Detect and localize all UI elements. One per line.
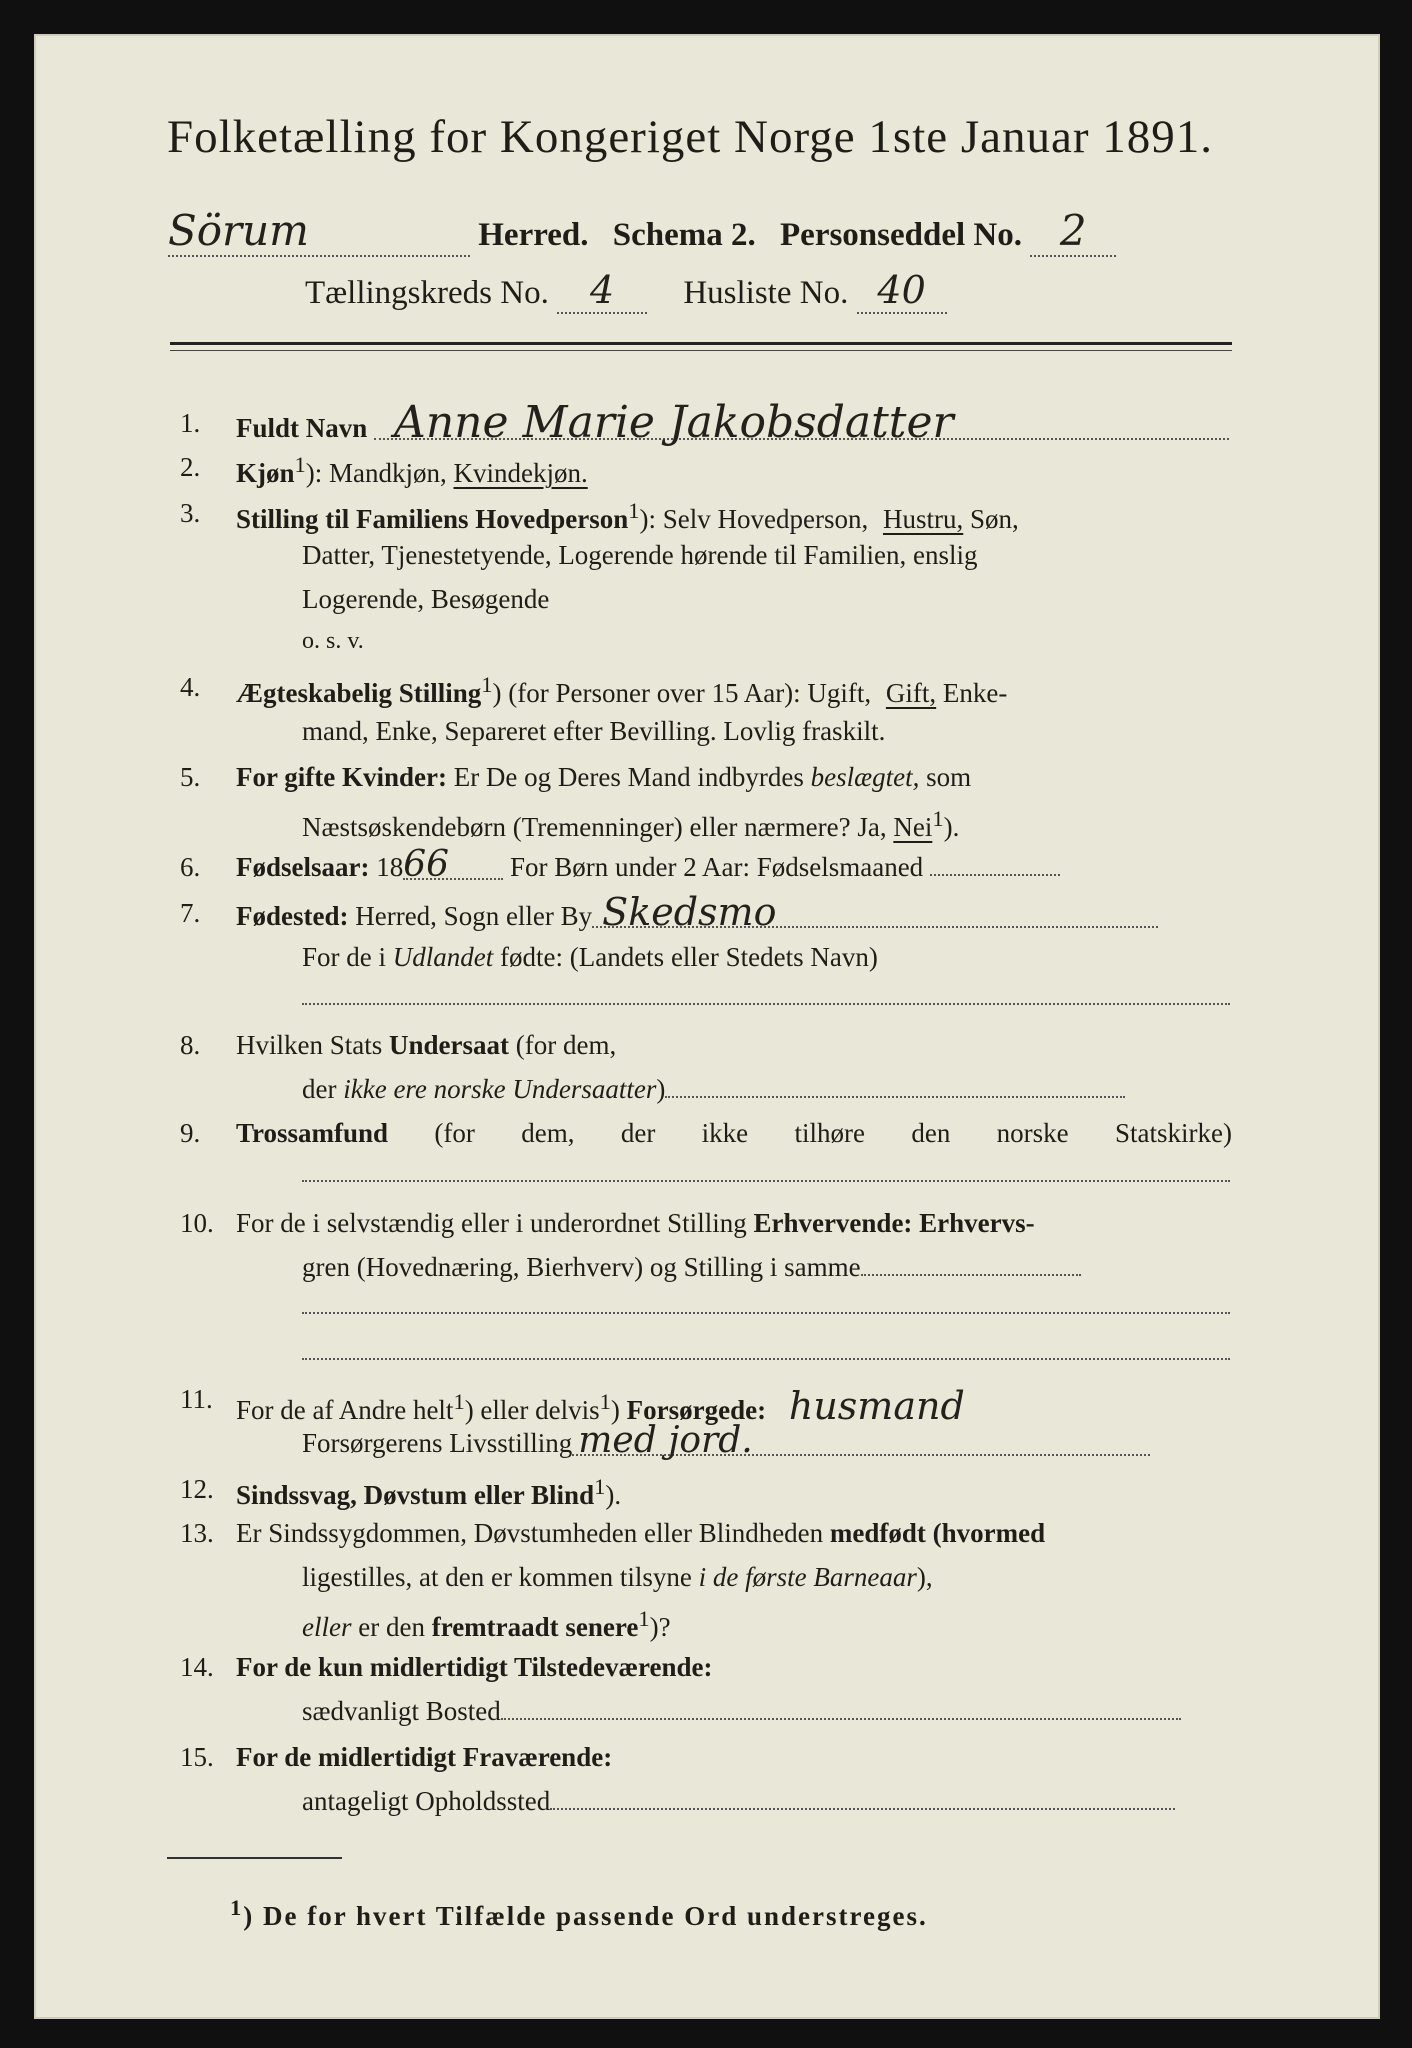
q10-blank-line-2 bbox=[302, 1358, 1230, 1360]
q13-line2-a: ligestilles, at den er kommen tilsyne bbox=[302, 1562, 692, 1592]
q13-line3 bbox=[302, 1606, 671, 1643]
q10-line2 bbox=[302, 1252, 1081, 1283]
q12-row bbox=[236, 1474, 621, 1511]
q9-number: 9. bbox=[180, 1118, 201, 1148]
q9-blank-line bbox=[302, 1180, 1230, 1182]
q13-line2-b: ), bbox=[916, 1562, 933, 1592]
q8-label: Hvilken Stats bbox=[236, 1030, 383, 1060]
q13-line3-bold: fremtraadt senere bbox=[431, 1612, 639, 1642]
q7-line2 bbox=[302, 942, 878, 973]
full-name-value: Anne Marie Jakobsdatter bbox=[374, 408, 1229, 440]
q15-number: 15. bbox=[180, 1742, 214, 1772]
q2-row bbox=[236, 452, 588, 489]
q8-dots bbox=[665, 1096, 1125, 1098]
q9-label: Trossamfund bbox=[236, 1118, 389, 1148]
q5-text-b: som bbox=[926, 762, 972, 792]
q13-bold: medfødt bbox=[829, 1518, 926, 1548]
husliste-value: 40 bbox=[857, 268, 947, 314]
q8-text: (for dem, bbox=[515, 1030, 617, 1060]
q2-selected: Kvindekjøn. bbox=[453, 458, 588, 488]
q2-options: ): Mandkjøn, bbox=[305, 458, 447, 488]
q10-label: Erhvervende: bbox=[753, 1208, 913, 1238]
q12-sup: 1 bbox=[594, 1474, 606, 1499]
kreds-label: Tællingskreds No. bbox=[305, 275, 549, 311]
form-title: Folketælling for Kongeriget Norge 1ste Januar 1891. bbox=[166, 111, 1214, 163]
q11-text-b: ) eller delvis bbox=[464, 1395, 600, 1425]
q11-number: 11. bbox=[180, 1384, 213, 1414]
q13-line2 bbox=[302, 1562, 933, 1593]
q14-dots bbox=[501, 1718, 1181, 1720]
q6-label: Fødselsaar: bbox=[236, 852, 370, 882]
q7-italic: Udlandet bbox=[392, 942, 494, 972]
q8-line2-a: der bbox=[302, 1074, 337, 1104]
q11-line2 bbox=[302, 1420, 1150, 1461]
q4-selected: Gift, bbox=[885, 678, 937, 708]
q15-line2 bbox=[302, 1786, 1175, 1817]
q4-sup: 1 bbox=[481, 672, 493, 697]
q13-text-b: (hvormed bbox=[932, 1518, 1046, 1548]
herred-value: Sörum bbox=[168, 206, 470, 257]
q13-row bbox=[236, 1518, 1045, 1549]
q6-row bbox=[236, 844, 1060, 885]
q5-selected: Nei bbox=[893, 812, 933, 842]
q8-italic: ikke ere norske Undersaatter bbox=[343, 1074, 657, 1104]
herred-line bbox=[168, 206, 1116, 257]
herred-label: Herred. bbox=[478, 217, 589, 253]
q3-line2: Datter, Tjenestetyende, Logerende hørende til Familien, enslig bbox=[302, 540, 978, 570]
q5-row bbox=[236, 762, 971, 793]
q2-sup: 1 bbox=[294, 452, 306, 477]
q10-text-b: Erhvervs- bbox=[919, 1208, 1035, 1238]
footnote-sup: 1 bbox=[230, 1895, 244, 1920]
q3-sup: 1 bbox=[628, 498, 640, 523]
schema-label: Schema 2. bbox=[612, 217, 756, 253]
q12-number: 12. bbox=[180, 1474, 214, 1504]
q9-text: (for dem, der ikke tilhøre den norske Statskirke) bbox=[434, 1118, 1233, 1148]
q11-text-a: For de af Andre helt bbox=[236, 1395, 454, 1425]
q10-dots bbox=[861, 1274, 1081, 1276]
q5-line2-b: ). bbox=[943, 812, 960, 842]
q11-sup1: 1 bbox=[453, 1389, 465, 1414]
q8-line2-b: ) bbox=[656, 1074, 666, 1104]
q13-line3-b: )? bbox=[649, 1612, 671, 1642]
q6-rest: For Børn under 2 Aar: Fødselsmaaned bbox=[509, 852, 924, 882]
q11-text-c: ) bbox=[610, 1395, 620, 1425]
birth-year-value: 66 bbox=[403, 852, 503, 880]
q8-bold: Undersaat bbox=[389, 1030, 509, 1060]
q12-text: ). bbox=[605, 1480, 622, 1510]
q7-text: Herred, Sogn eller By bbox=[355, 901, 593, 931]
q3-options-a: ): Selv Hovedperson, bbox=[639, 504, 869, 534]
q13-number: 13. bbox=[180, 1518, 214, 1548]
kreds-value: 4 bbox=[557, 268, 647, 314]
q1-label: Fuldt Navn bbox=[236, 413, 368, 443]
q10-line2-text: gren (Hovednæring, Bierhverv) og Stilling i samme bbox=[302, 1252, 861, 1282]
kreds-line bbox=[305, 268, 947, 314]
q10-text-a: For de i selvstændig eller i underordnet Stilling bbox=[236, 1208, 747, 1238]
q7-number: 7. bbox=[180, 898, 201, 928]
q4-row bbox=[236, 672, 1007, 709]
q3-row bbox=[236, 498, 1019, 535]
q12-label: Sindssvag, Døvstum eller Blind bbox=[236, 1480, 595, 1510]
footnote-rule bbox=[167, 1857, 342, 1859]
q13-text-a: Er Sindssygdommen, Døvstumheden eller Blindheden bbox=[236, 1518, 824, 1548]
q7-row bbox=[236, 890, 1158, 934]
q4-number: 4. bbox=[180, 672, 201, 702]
q6-dots bbox=[930, 874, 1060, 876]
q2-number: 2. bbox=[180, 452, 201, 482]
q11-sup2: 1 bbox=[599, 1389, 611, 1414]
q10-number: 10. bbox=[180, 1208, 214, 1238]
q15-line2-label: antageligt Opholdssted bbox=[302, 1786, 551, 1816]
q15-label: For de midlertidigt Fraværende: bbox=[236, 1742, 613, 1772]
q3-line4: o. s. v. bbox=[302, 628, 364, 654]
q4-options-b: Enke- bbox=[942, 678, 1008, 708]
footnote-text: ) De for hvert Tilfælde passende Ord understreges. bbox=[243, 1901, 928, 1931]
q9-row bbox=[236, 1118, 1232, 1149]
q6-prefix: 18 bbox=[376, 852, 404, 882]
q14-label: For de kun midlertidigt Tilstedeværende: bbox=[236, 1652, 713, 1682]
q14-number: 14. bbox=[180, 1652, 214, 1682]
q3-number: 3. bbox=[180, 498, 201, 528]
q1-row bbox=[236, 397, 1229, 448]
q7-line2-b: fødte: (Landets eller Stedets Navn) bbox=[500, 942, 878, 972]
q13-italic: i de første Barneaar bbox=[698, 1562, 917, 1592]
q13-line3-italic: eller bbox=[302, 1612, 352, 1642]
birthplace-value: Skedsmo bbox=[592, 898, 1158, 928]
q4-line2: mand, Enke, Separeret efter Bevilling. Lovlig fraskilt. bbox=[302, 716, 886, 746]
q14-line2 bbox=[302, 1696, 1181, 1727]
q3-label: Stilling til Familiens Hovedperson bbox=[236, 504, 629, 534]
footnote bbox=[230, 1895, 928, 1932]
husliste-label: Husliste No. bbox=[683, 275, 849, 311]
q10-row bbox=[236, 1208, 1035, 1239]
q8-line2 bbox=[302, 1074, 1125, 1105]
q3-line3: Logerende, Besøgende bbox=[302, 584, 550, 614]
provider-value: husmand bbox=[788, 1384, 965, 1428]
q10-blank-line-1 bbox=[302, 1312, 1230, 1314]
q8-number: 8. bbox=[180, 1030, 201, 1060]
header-rule bbox=[170, 342, 1232, 345]
personseddel-label: Personseddel No. bbox=[780, 217, 1023, 253]
q11-line2-label: Forsørgerens Livsstilling bbox=[302, 1428, 573, 1458]
q5-italic: beslægtet, bbox=[810, 762, 920, 792]
q1-number: 1. bbox=[180, 408, 201, 438]
header-rule-thin bbox=[170, 350, 1232, 351]
q7-blank-line bbox=[302, 1003, 1230, 1005]
q13-line3-a: er den bbox=[358, 1612, 425, 1642]
q4-label: Ægteskabelig Stilling bbox=[236, 678, 482, 708]
q4-options-a: ) (for Personer over 15 Aar): Ugift, bbox=[492, 678, 872, 708]
q15-dots bbox=[550, 1808, 1175, 1810]
q8-row bbox=[236, 1030, 616, 1061]
q5-line2-a: Næstsøskendebørn (Tremenninger) eller nærmere? Ja, bbox=[302, 812, 887, 842]
q11-label: Forsørgede: bbox=[626, 1395, 767, 1425]
q5-label: For gifte Kvinder: bbox=[236, 762, 447, 792]
q2-label: Kjøn bbox=[236, 458, 295, 488]
q13-sup: 1 bbox=[638, 1606, 650, 1631]
q5-sup: 1 bbox=[932, 806, 944, 831]
q6-number: 6. bbox=[180, 852, 201, 882]
q5-text-a: Er De og Deres Mand indbyrdes bbox=[453, 762, 804, 792]
q5-line2 bbox=[302, 806, 959, 843]
personseddel-value: 2 bbox=[1030, 206, 1116, 257]
q7-line2-a: For de i bbox=[302, 942, 386, 972]
q7-label: Fødested: bbox=[236, 901, 349, 931]
q3-options-b: Søn, bbox=[970, 504, 1019, 534]
provider-occupation-value: med jord. bbox=[572, 1428, 1150, 1456]
q3-selected: Hustru, bbox=[883, 504, 964, 534]
q5-number: 5. bbox=[180, 762, 201, 792]
q14-line2-label: sædvanligt Bosted bbox=[302, 1696, 501, 1726]
